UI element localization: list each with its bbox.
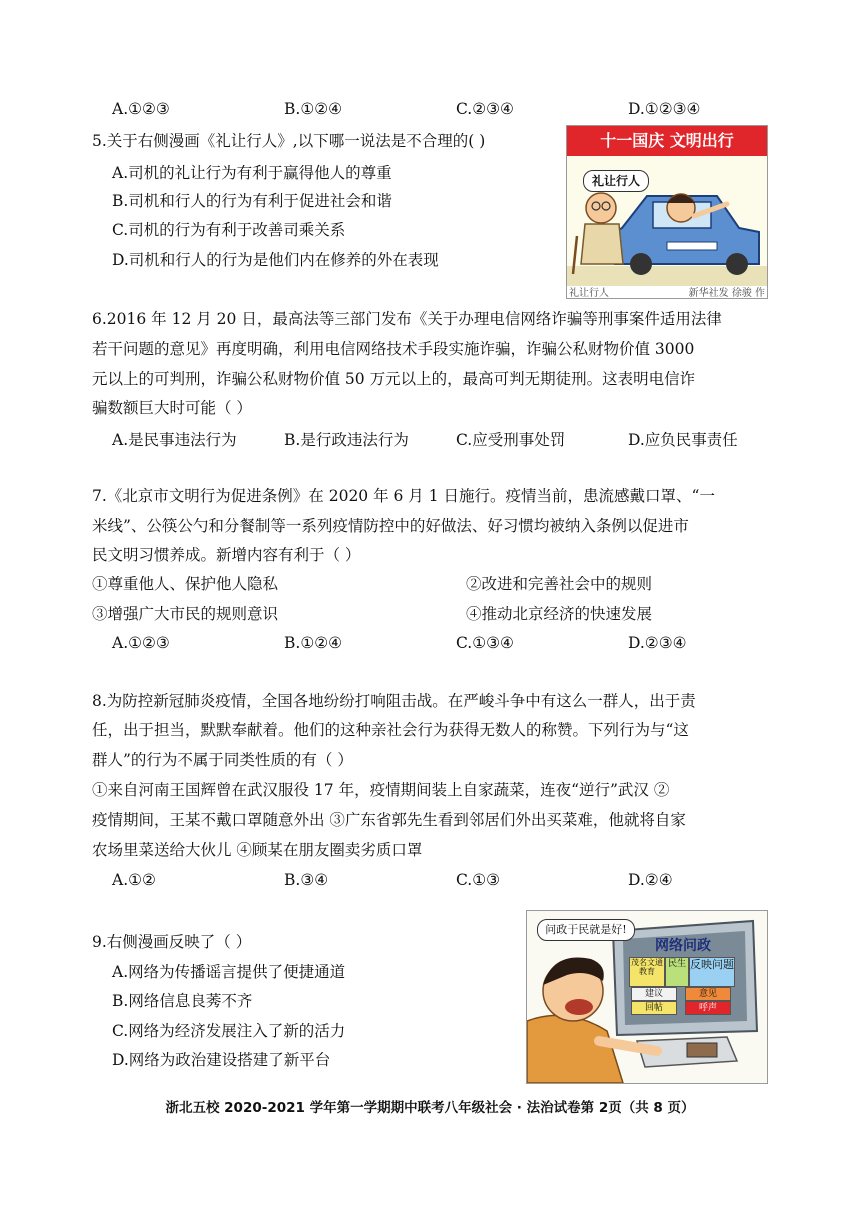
cartoon-speech-bubble: 礼让行人	[583, 170, 649, 192]
q9-option-b: B.网络信息良莠不齐	[112, 992, 253, 1010]
q6-line-4: 骗数额巨大时可能（ ）	[92, 399, 252, 417]
q5-cartoon	[566, 125, 768, 299]
q4-option-d: D.①②③④	[628, 100, 701, 118]
q8-option-a: A.①②	[112, 871, 156, 889]
screen-tag-opinion: 意见	[685, 987, 731, 1001]
q9-cartoon	[526, 910, 768, 1084]
q5-option-d: D.司机和行人的行为是他们内在修养的外在表现	[112, 251, 439, 269]
q7-line-3: 民文明习惯养成。新增内容有利于（ ）	[92, 546, 361, 564]
q4-option-a: A.①②③	[112, 100, 170, 118]
q7-option-a: A.①②③	[112, 634, 170, 652]
q6-line-3: 元以上的可判刑，诈骗公私财物价值 50 万元以上的，最高可判无期徒刑。这表明电信诈	[92, 370, 696, 388]
q7-option-c: C.①③④	[456, 634, 514, 652]
q6-line-1: 6.2016 年 12 月 20 日，最高法等三部门发布《关于办理电信网络诈骗等刑事案件适用法律	[92, 310, 722, 328]
q9-option-d: D.网络为政治建设搭建了新平台	[112, 1051, 331, 1069]
q6-line-2: 若干问题的意见》再度明确，利用电信网络技术手段实施诈骗，诈骗公私财物价值 3000	[92, 340, 695, 358]
q4-option-b: B.①②④	[284, 100, 343, 118]
q8-line-1: 8.为防控新冠肺炎疫情，全国各地纷纷打响阻击战。在严峻斗争中有这么一群人，出于责	[92, 692, 696, 710]
q8-line-4: ①来自河南王国辉曾在武汉服役 17 年，疫情期间装上自家蔬菜，连夜“逆行”武汉 ②	[92, 781, 670, 799]
q5-option-c: C.司机的行为有利于改善司乘关系	[112, 221, 346, 239]
screen-tag-reply: 回帖	[631, 1001, 677, 1015]
screen-tag-livelihood: 民生	[665, 957, 689, 987]
q6-option-d: D.应负民事责任	[628, 431, 738, 449]
q8-line-3: 群人”的行为不属于同类性质的有（ ）	[92, 751, 353, 769]
q8-line-6: 农场里菜送给大伙儿 ④顾某在朋友圈卖劣质口罩	[92, 841, 423, 859]
screen-tag-voice: 呼声	[685, 1001, 731, 1015]
q7-line-1: 7.《北京市文明行为促进条例》在 2020 年 6 月 1 日施行。疫情当前，患流感戴口罩、“一	[92, 487, 715, 505]
q7-item-2: ②改进和完善社会中的规则	[466, 575, 653, 593]
q5-stem: 5.关于右侧漫画《礼让行人》,以下哪一说法是不合理的( )	[92, 132, 486, 150]
q8-line-2: 任，出于担当，默默奉献着。他们的这种亲社会行为获得无数人的称赞。下列行为与“这	[92, 721, 689, 739]
q8-option-b: B.③④	[284, 871, 329, 889]
q4-option-c: C.②③④	[456, 100, 514, 118]
q7-option-d: D.②③④	[628, 634, 687, 652]
q5-option-a: A.司机的礼让行为有利于赢得他人的尊重	[112, 164, 392, 182]
screen-tag-report: 反映问题	[689, 957, 735, 987]
q6-option-a: A.是民事违法行为	[112, 431, 237, 449]
q7-item-4: ④推动北京经济的快速发展	[466, 605, 653, 623]
q6-options	[112, 428, 752, 448]
q9-option-c: C.网络为经济发展注入了新的活力	[112, 1022, 346, 1040]
screen-title: 网络问政	[655, 938, 711, 954]
q8-option-c: C.①③	[456, 871, 501, 889]
screen-tag-education: 茂名文通教育	[629, 957, 665, 987]
q4-options	[112, 100, 752, 120]
q6-option-c: C.应受刑事处罚	[456, 431, 566, 449]
q8-options	[112, 871, 752, 891]
q8-option-d: D.②④	[628, 871, 673, 889]
cartoon-caption-right: 新华社发 徐骏 作	[688, 288, 765, 299]
q7-item-3: ③增强广大市民的规则意识	[92, 605, 279, 623]
cartoon-caption-left: 礼让行人	[569, 288, 609, 299]
q6-option-b: B.是行政违法行为	[284, 431, 409, 449]
q8-line-5: 疫情期间，王某不戴口罩随意外出 ③广东省郭先生看到邻居们外出买菜难，他就将自家	[92, 811, 686, 829]
q7-line-2: 米线”、公筷公勺和分餐制等一系列疫情防控中的好做法、好习惯均被纳入条例以促进市	[92, 517, 689, 535]
q7-option-b: B.①②④	[284, 634, 343, 652]
q5-option-b: B.司机和行人的行为有利于促进社会和谐	[112, 192, 392, 210]
q9-option-a: A.网络为传播谣言提供了便捷通道	[112, 963, 346, 981]
q7-item-1: ①尊重他人、保护他人隐私	[92, 575, 279, 593]
q9-stem: 9.右侧漫画反映了（ ）	[92, 933, 252, 951]
screen-tag-suggestion: 建议	[631, 987, 677, 1001]
q7-options	[112, 634, 752, 654]
page-footer: 浙北五校 2020-2021 学年第一学期期中联考八年级社会 · 法治试卷第 2页（共 8 页）	[165, 1100, 695, 1116]
cartoon-banner: 十一国庆 文明出行	[567, 126, 767, 156]
cartoon-speech-bubble: 问政于民就是好!	[537, 919, 635, 941]
